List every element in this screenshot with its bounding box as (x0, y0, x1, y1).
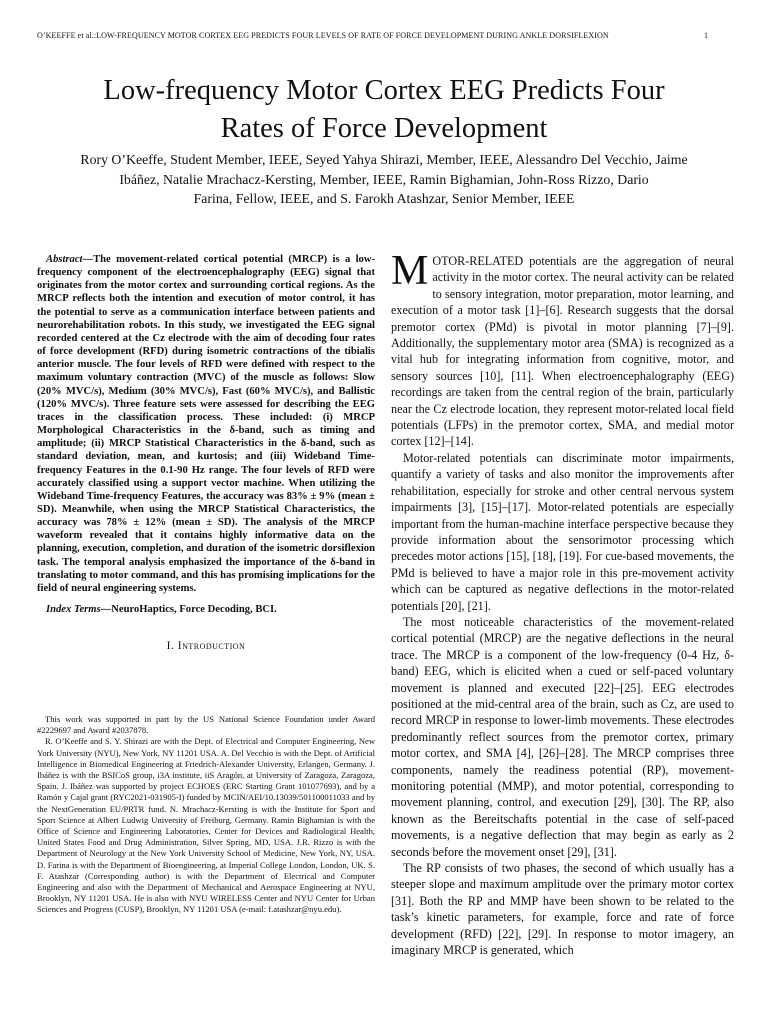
right-column (391, 248, 734, 958)
footnote (37, 714, 375, 916)
intro-paragraph-2: Motor-related potentials can discriminate motor impairments, quantify a variety of tasks and also monitor the improvements after rehabilitation, especially for stroke and other central nervous system impairments [3], [15]–[17]. Motor-related potentials are especially important from the human-machine interface perspective because they provide information about the sensorimotor processing which precedes motor actions [15], [18], [19]. For cue-based movements, the PMd is believed to have a major role in this pre-movement activity which can be captured as negative deflections in the motor-related potentials [20], [21]. (391, 450, 734, 613)
intro-paragraph-1 (391, 248, 734, 450)
paper-title (40, 72, 728, 148)
abstract-text: The movement-related cortical potential (MRCP) is a low-frequency component of the electroencephalography (EEG) signal that originates from the motor cortex and surrounding cortical regions. As the MRCP reflects both the intention and execution of motor control, it has the potential to serve as a communication interface between patients and neurorehabilitation robots. In this study, we investigated the EEG signal recorded centered at the Cz electrode with the aim of decoding four rates of force development (RFD) during isometric contractions of the tibialis anterior muscle. The four levels of RFD were defined with respect to the maximum voluntary contraction (MVC) of the muscle as follows: Slow (20% MVC/s), Medium (30% MVC/s), Fast (60% MVC/s), and Ballistic (120% MVC/s). Three feature sets were assessed for describing the EEG traces in the classification process. These included: (i) MRCP Morphological Characteristics in the δ-band, such as timing and amplitude; (ii) MRCP Statistical Characteristics in the δ-band, such as standard deviation, mean, and kurtosis; and (iii) Wideband Time-frequency Features in the 0.1-90 Hz range. The four levels of RFD were accurately classified using a support vector machine. When utilizing the Wideband Time-frequency Features, the accuracy was 83% ± 9% (mean ± SD). Meanwhile, when using the MRCP Statistical Characteristics, the accuracy was 78% ± 12% (mean ± SD). The analysis of the MRCP waveform revealed that it contains highly informative data on the planning, execution, completion, and duration of the isometric dorsiflexion task. The temporal analysis emphasized the importance of the δ-band in translating to motor command, and this has promising implications for the field of neural engineering systems. (37, 254, 375, 594)
author-line-3: Farina, Fellow, IEEE, and S. Farokh Atashzar, Senior Member, IEEE (193, 191, 575, 206)
abstract-label: Abstract (46, 254, 83, 265)
abstract: Abstract—The movement-related cortical potential (MRCP) is a low-frequency component of the electroencephalography (EEG) signal that originates from the motor cortex and surrounding cortical regions. As the MRCP reflects both the intention and execution of motor control, it has the potential to serve as a communication interface between patients and neurorehabilitation robots. In this study, we investigated the EEG signal recorded centered at the Cz electrode with the aim of decoding four rates of force development (RFD) during isometric contractions of the tibialis anterior muscle. The four levels of RFD were defined with respect to the maximum voluntary contraction (MVC) of the muscle as follows: Slow (20% MVC/s), Medium (30% MVC/s), Fast (60% MVC/s), and Ballistic (120% MVC/s). Three feature sets were assessed for describing the EEG traces in the classification process. These included: (i) MRCP Morphological Characteristics in the δ-band, such as timing and amplitude; (ii) MRCP Statistical Characteristics in the δ-band, such as standard deviation, mean, and kurtosis; and (iii) Wideband Time-frequency Features in the 0.1-90 Hz range. The four levels of RFD were accurately classified using a support vector machine. When utilizing the Wideband Time-frequency Features, the accuracy was 83% ± 9% (mean ± SD). Meanwhile, when using the MRCP Statistical Characteristics, the accuracy was 78% ± 12% (mean ± SD). The analysis of the MRCP waveform revealed that it contains highly informative data on the planning, execution, completion, and duration of the isometric dorsiflexion task. The temporal analysis emphasized the importance of the δ-band in translating to motor command, and this has promising implications for the field of neural engineering systems. (37, 254, 375, 594)
intro-paragraph-4: The RP consists of two phases, the second of which usually has a steeper slope and maximum amplitude over the primary motor cortex [31]. Both the RP and MMP have been shown to be related to the task’s kinetic parameters, for example, force and rate of force development (RFD) [22], [29]. In response to motor imagery, an imaginary MRCP is generated, which (391, 861, 734, 958)
paper-title-line-2: Rates of Force Development (220, 113, 548, 144)
section-heading-introduction: I. Introduction (166, 640, 246, 653)
running-title: O’KEEFFE et al.:LOW-FREQUENCY MOTOR CORTEX EEG PREDICTS FOUR LEVELS OF RATE OF FORCE DEVELOPMENT DURING ANKLE DORSIFLEXION (37, 31, 609, 40)
page-number: 1 (704, 31, 709, 40)
footnote-funding: This work was supported in part by the US National Science Foundation under Award #2229697 and Award #2037878. (37, 714, 375, 736)
drop-cap: M (391, 248, 429, 294)
index-terms-text: NeuroHaptics, Force Decoding, BCI. (111, 604, 277, 616)
index-terms-label: Index Terms (46, 604, 101, 616)
index-terms: Index Terms—NeuroHaptics, Force Decoding, BCI. (46, 604, 277, 616)
footnote-affiliations: R. O’Keeffe and S. Y. Shirazi are with the Dept. of Electrical and Computer Engineering, New York University (NYU), New York, NY 11201 USA. A. Del Vecchio is with the Dept. of Artificial Intelligence in Biomedical Engineering at Friedrich-Alexander University, Erlangen, Germany. J. Ibáñez is with the BSICoS group, i3A institute, iiS Aragón, at University of Zaragoza, Zaragoza, Spain. J. Ibáñez was supported by project ECHOES (ERC Starting Grant 101077693), and by a Ramón y Cajal grant (RYC2021-031905-I) funded by MCIN/AEI/10.13039/501100011033 and by the NextGeneration EU/PRTR fund. N. Mrachacz-Kersting is with the Institute for Sport and Sport Science at Albert Ludwig University of Freiburg, Germany. Ramin Bighamian is with the Office of Science and Engineering Laboratories, Center for Devices and Radiological Health, United States Food and Drug Administration, Silver Spring, MD, USA. J.R. Rizzo is with the Department of Neurology at the New York University School of Medicine, New York, NY, USA. D. Farina is with the Department of Bioengineering, at Imperial College London, London, UK. S. F. Atashzar (Corresponding author) is with the Department of Electrical and Computer Engineering and also with the Department of Mechanical and Aerospace Engineering at NYU, Brooklyn, NY 11201 USA. He is also with NYU WIRELESS Center and NYU Center for Urban Sciences and Progress (CUSP), Brooklyn, NY 11201 USA (e-mail: f.atashzar@nyu.edu). (37, 736, 375, 915)
left-column (37, 253, 375, 652)
author-line-2: Ibáñez, Natalie Mrachacz-Kersting, Member, IEEE, Ramin Bighamian, John-Ross Rizzo, Dario (119, 171, 649, 187)
intro-paragraph-1-text: OTOR-RELATED potentials are the aggregation of neural activity in the motor cortex. The neural activity can be related to sensory integration, motor preparation, motor learning, and execution of a motor task [1]–[6]. Research suggests that the dorsal premotor cortex (PMd) is pivotal in motor planning [7]–[9]. Additionally, the supplementary motor area (SMA) is recognized as a vital hub for integrating information from cognitive, motor, and sensory sources [10], [11]. When electroencephalography (EEG) recordings are taken from the central region of the brain, particularly near the Cz electrode location, they represent motor-related local field potentials (LFPs) in the premotor cortex, SMA, and medial motor cortex [12]–[14]. (391, 254, 734, 449)
author-line-1: Rory O’Keeffe, Student Member, IEEE, Seyed Yahya Shirazi, Member, IEEE, Alessandro Del Vecchio, Jaime (80, 152, 688, 167)
author-list (40, 150, 728, 209)
paper-title-line-1: Low-frequency Motor Cortex EEG Predicts Four (103, 75, 665, 106)
intro-paragraph-3: The most noticeable characteristics of the movement-related cortical potential (MRCP) are the negative deflections in the neural trace. The MRCP is a component of the low-frequency (0-4 Hz, δ-band) EEG, which is elicited when a cued or self-paced voluntary movement is planned and executed [22]–[25]. EEG electrodes positioned at the mid-central area of the brain, such as Cz, are used to record MRCP in response to lower-limb movements. These electrodes predominantly reflect sources from the premotor cortex, primary motor cortex, and SMA [4], [26]–[28]. The MRCP comprises three components, namely the readiness potential (RP), movement-monitoring potential (MMP), and motor potential, corresponding to movement planning, control, and execution [29], [30]. The RP, also known as the Bereitschafts potential in the case of self-paced movements, is a negative deflection that may begin as early as 2 seconds before the movement onset [29], [31]. (391, 614, 734, 859)
